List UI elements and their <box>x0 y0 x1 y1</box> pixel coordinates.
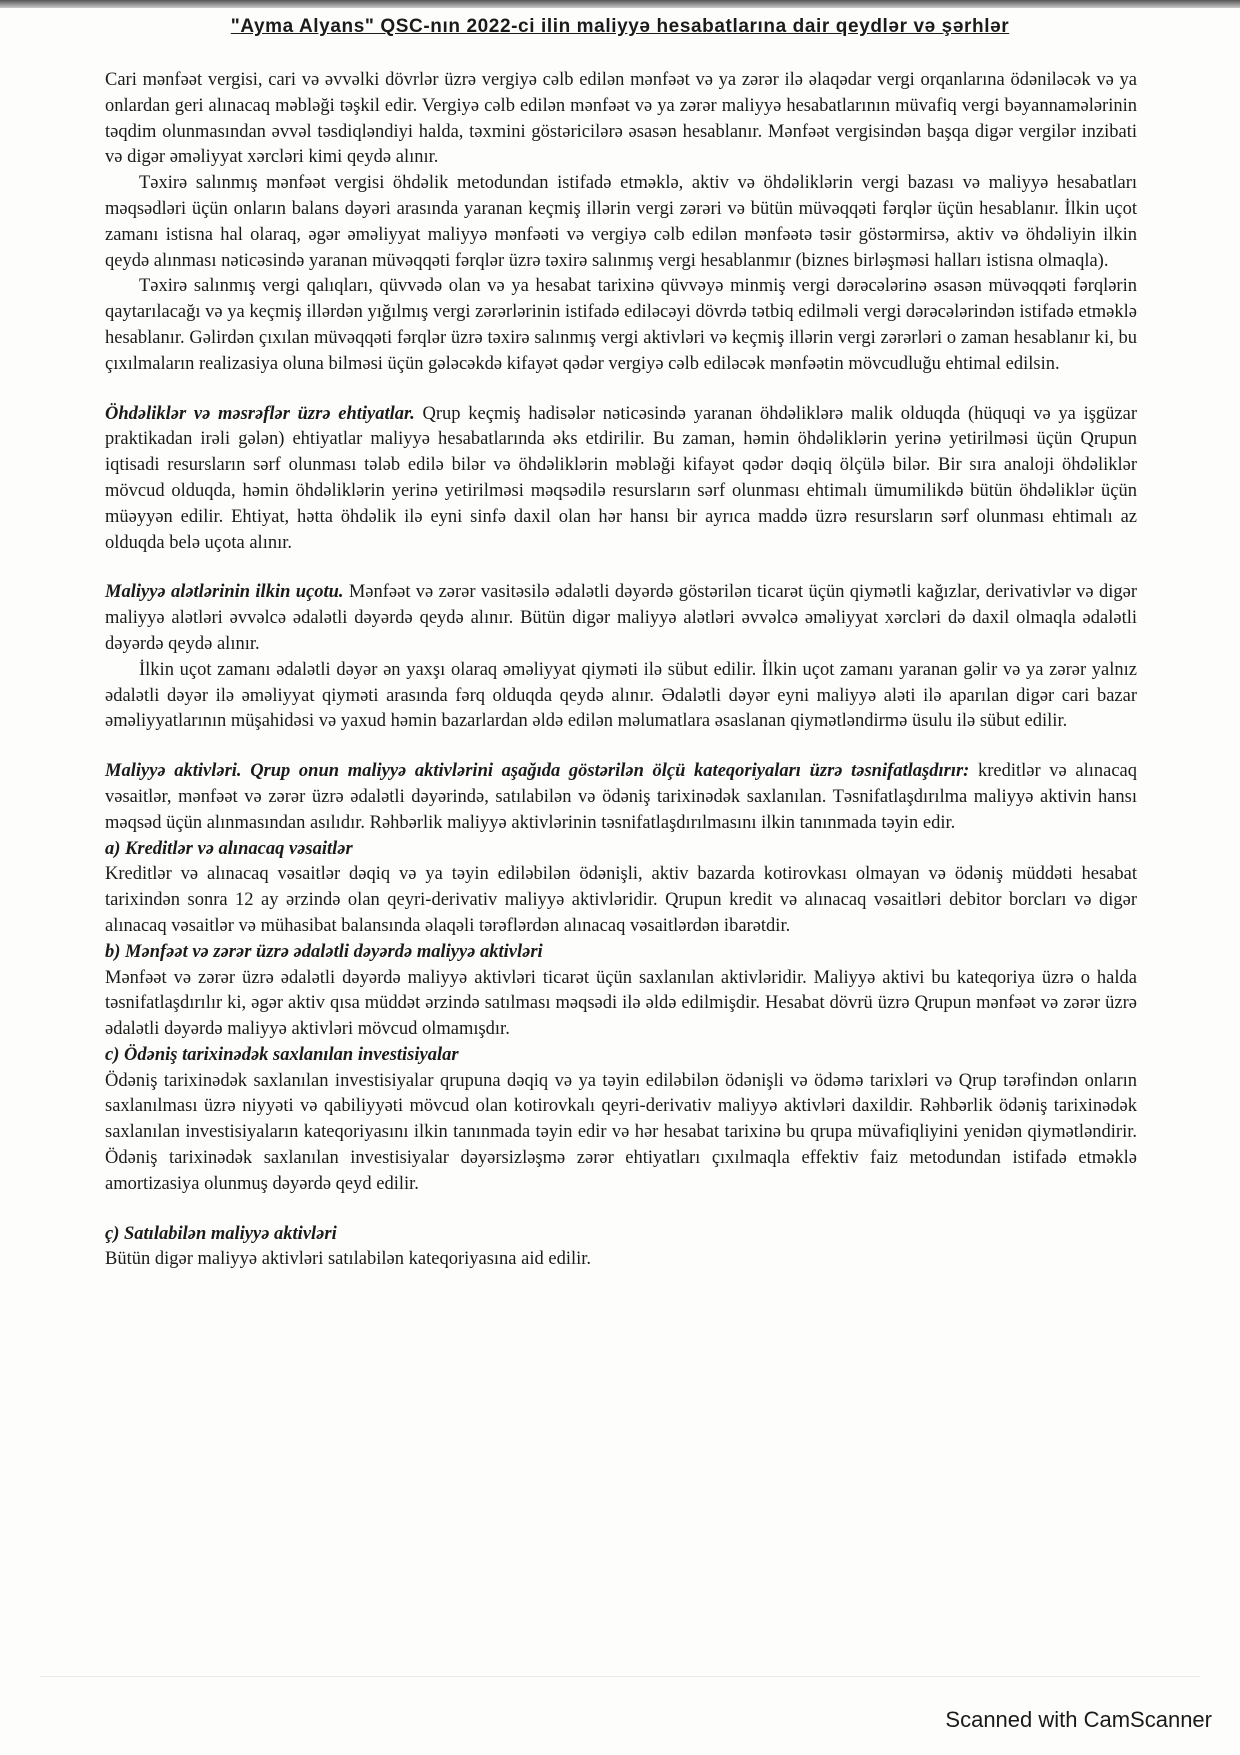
document-body <box>105 68 1137 1273</box>
provisions-text: Qrup keçmiş hadisələr nəticəsində yaranan öhdəliklərə malik olduqda (hüquqi və ya işgüzar praktikadan irəli gələn) ehtiyatlar maliyyə hesabatlarında əks etdirilir. Bu zaman, həmin öhdəliklərin yerinə yetirilməsi üçün Qrupun iqtisadi resursların sərf olunması tələb edilə bilər və öhdəliklərin məbləği kifayət qədər dəqiq ölçülə bilər. Bir sıra analoji öhdəliklər mövcud olduqda, həmin öhdəliklərin yerinə yetirilməsi məqsədilə resursların sərf olunması ehtimalı ümumilikdə bütün öhdəliklər üçün müəyyən edilir. Ehtiyat, hətta öhdəlik ilə eyni sinfə daxil olan hər hansı bir ayrıca maddə üzrə resursların sərf olunması ehtimalı az olduqda belə uçota alınır. <box>105 403 1137 553</box>
paragraph-fvtpl: Mənfəət və zərər üzrə ədalətli dəyərdə maliyyə aktivləri ticarət üçün saxlanılan aktivləridir. Maliyyə aktivi bu kateqoriya üzrə o halda təsnifatlaşdırılır ki, əgər aktiv qısa müddət ərzində satılması məqsədi ilə əldə edilmişdir. Hesabat dövrü üzrə Qrupun mənfəət və zərər üzrə ədalətli dəyərdə maliyyə aktivləri mövcud olmamışdır. <box>105 967 1137 1040</box>
paragraph-financial-assets <box>105 759 1137 836</box>
financial-assets-heading: Maliyyə aktivləri. Qrup onun maliyyə aktivlərini aşağıda göstərilən ölçü kateqoriyaları üzrə təsnifatlaşdırır: <box>105 761 970 782</box>
camscanner-watermark: Scanned with CamScanner <box>945 1707 1212 1732</box>
subheading-loans: a) Kreditlər və alınacaq vəsaitlər <box>105 838 353 859</box>
subheading-fvtpl: b) Mənfəət və zərər üzrə ədalətli dəyərdə maliyyə aktivləri <box>105 941 543 962</box>
paragraph-deferred-tax: Təxirə salınmış mənfəət vergisi öhdəlik metodundan istifadə etməklə, aktiv və öhdəliklərin vergi bazası və maliyyə hesabatları məqsədləri üçün onların balans dəyəri arasında yaranan keçmiş illərin vergi zərəri və bütün müvəqqəti fərqlər üçün hesablanır. İlkin uçot zamanı istisna hal olaraq, əgər əməliyyat maliyyə mənfəəti və vergiyə cəlb edilən mənfəətə təsir göstərmirsə, aktiv və öhdəliyin ilkin qeydə alınması nəticəsində yaranan müvəqqəti fərqlər üzrə təxirə salınmış vergi hesablanmır (biznes birləşməsi halları istisna olmaqla). <box>105 173 1137 271</box>
paragraph-afs: Bütün digər maliyyə aktivləri satılabilən kateqoriyasına aid edilir. <box>105 1249 592 1270</box>
top-border <box>0 0 1240 8</box>
paragraph-loans: Kreditlər və alınacaq vəsaitlər dəqiq və ya təyin ediləbilən ödənişli, aktiv bazarda kotirovkası olmayan və ödəniş müddəti hesabat tarixindən sonra 12 ay ərzində olan qeyri-derivativ maliyyə aktivləridir. Qrupun kredit və alınacaq vəsaitləri debitor borcları və digər alınacaq vəsaitlər və mühasibat balansında əlaqəli tərəflərdən alınacaq vəsaitlərdən ibarətdir. <box>105 864 1137 936</box>
paragraph-deferred-tax-balances: Təxirə salınmış vergi qalıqları, qüvvədə olan və ya hesabat tarixinə qüvvəyə minmiş vergi dərəcələrinə əsasən müvəqqəti fərqlərin qaytarılacağı və ya keçmiş illərdən yığılmış vergi zərərlərinin istifadə ediləcəyi dövrdə tətbiq edilməli vergi dərəcələrindən istifadə etməklə hesablanır. Gəlirdən çıxılan müvəqqəti fərqlər üzrə təxirə salınmış vergi aktivləri və keçmiş illərin vergi zərərləri o zaman hesablanır ki, bu çıxılmaların realizasiya oluna bilməsi üçün gələcəkdə kifayət qədər vergiyə cəlb ediləcək mənfəətin mövcudluğu ehtimal edilsin. <box>105 276 1137 374</box>
paragraph-initial-recognition <box>105 580 1137 657</box>
initial-recognition-heading: Maliyyə alətlərinin ilkin uçotu. <box>105 582 344 603</box>
paragraph-htm: Ödəniş tarixinədək saxlanılan investisiyalar qrupuna dəqiq və ya təyin ediləbilən ödənişli və ödəmə tarixləri və Qrup tərəfindən onların saxlanılması üzrə niyyəti və qabiliyyəti mövcud olan kotirovkalı qeyri-derivativ maliyyə aktivləri daxildir. Rəhbərlik ödəniş tarixinədək saxlanılan investisiyaların kateqoriyasını ilkin tanınmada təyin edir və hər hesabat tarixinə bu qrupa müvafiqliyini yenidən qiymətləndirir. Ödəniş tarixinədək saxlanılan investisiyalar dəyərsizləşmə zərər ehtiyatları çıxılmaqla effektiv faiz metodundan istifadə etməklə amortizasiya olunmuş dəyərdə qeyd edilir. <box>105 1070 1137 1194</box>
paragraph-provisions <box>105 402 1137 557</box>
scan-edge <box>40 1676 1200 1677</box>
subheading-afs: ç) Satılabilən maliyyə aktivləri <box>105 1223 337 1244</box>
paragraph-current-tax: Cari mənfəət vergisi, cari və əvvəlki dövrlər üzrə vergiyə cəlb edilən mənfəət və ya zərər ilə əlaqədar vergi orqanlarına ödəniləcək və ya onlardan geri alınacaq məbləği təşkil edir. Vergiyə cəlb edilən mənfəət və ya zərər maliyyə hesabatlarının müvafiq vergi bəyannamələrinin təqdim olunmasından əvvəl təsdiqləndiyi halda, təxmini göstəricilərə əsasən hesablanır. Mənfəət vergisindən başqa digər vergilər inzibati və digər əməliyyat xərcləri kimi qeydə alınır. <box>105 70 1137 168</box>
provisions-heading: Öhdəliklər və məsrəflər üzrə ehtiyatlar. <box>105 403 415 424</box>
financial-assets-text: kreditlər və alınacaq vəsaitlər, mənfəət və zərər üzrə ədalətli dəyərində, satılabilən və ödəniş tarixinədək saxlanılan. Təsnifatlaşdırılma maliyyə aktivin hansı məqsəd üçün alınmasından asılıdır. Rəhbərlik maliyyə aktivlərinin təsnifatlaşdırılmasını ilkin tanınmada təyin edir. <box>105 761 1138 833</box>
subheading-htm: c) Ödəniş tarixinədək saxlanılan investisiyalar <box>105 1044 459 1065</box>
paragraph-fair-value: İlkin uçot zamanı ədalətli dəyər ən yaxşı olaraq əməliyyat qiyməti ilə sübut edilir. İlkin uçot zamanı yaranan gəlir və ya zərər yalnız ədalətli dəyər ilə əməliyyat qiyməti arasında fərq olduqda qeydə alınır. Ədalətli dəyər eyni maliyyə aləti ilə aparılan digər cari bazar əməliyyatlarının müşahidəsi və yaxud həmin bazarlardan əldə edilən məlumatlara əsaslanan qiymətləndirmə üsulu ilə sübut edilir. <box>105 659 1137 732</box>
page-header: "Ayma Alyans" QSC-nın 2022-ci ilin maliyyə hesabatlarına dair qeydlər və şərhlər <box>230 16 1010 37</box>
initial-recognition-text: Mənfəət və zərər vasitəsilə ədalətli dəyərdə göstərilən ticarət üçün qiymətli kağızlar, derivativlər və digər maliyyə alətləri əvvəlcə ədalətli dəyərdə qeydə alınır. Bütün digər maliyyə alətləri əvvəlcə əməliyyat xərcləri də daxil olmaqla ədalətli dəyərdə qeydə alınır. <box>105 582 1137 654</box>
